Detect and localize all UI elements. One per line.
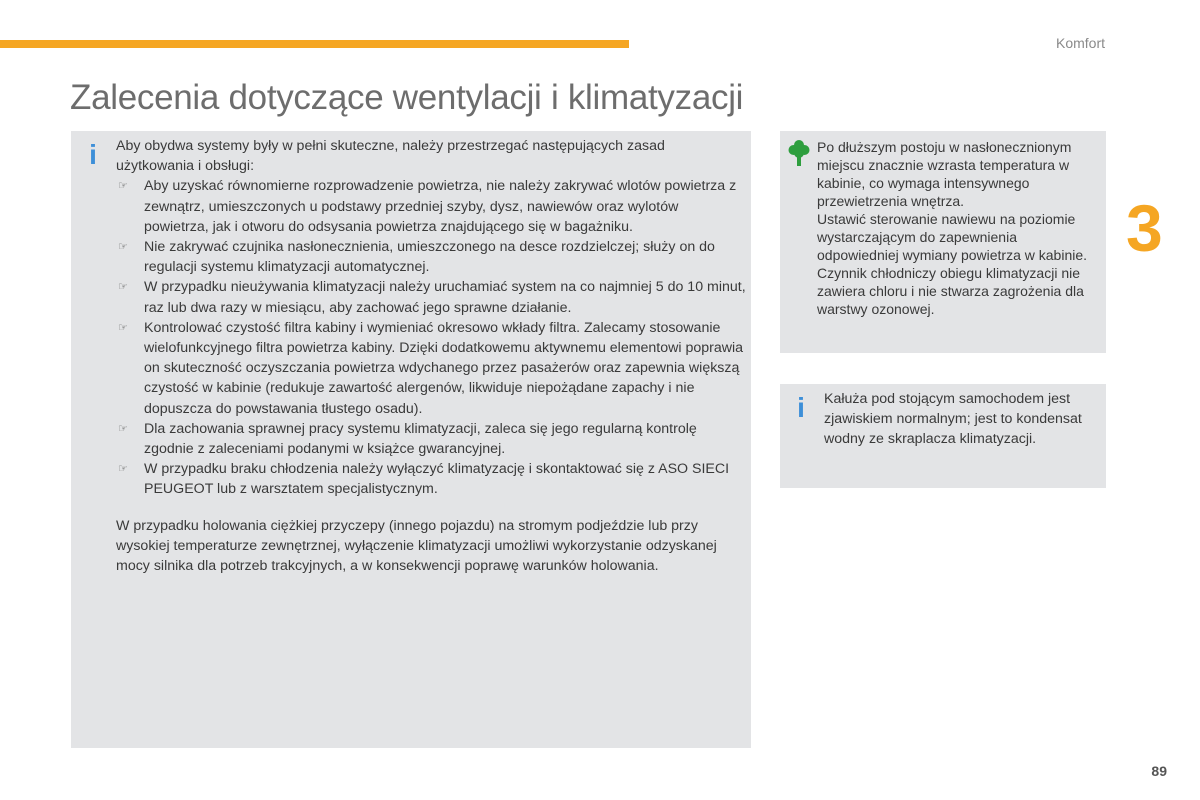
intro-paragraph: Aby obydwa systemy były w pełni skuteczne, należy przestrzegać następujących zasad użytkowania i obsługi: [116, 138, 665, 175]
list-item [116, 176, 746, 237]
pointing-hand-icon: ☞ [118, 321, 128, 334]
page-number: 89 [1151, 763, 1167, 779]
pointing-hand-icon: ☞ [118, 463, 128, 476]
pointing-hand-icon: ☞ [118, 281, 128, 294]
section-label: Komfort [1055, 35, 1105, 51]
list-item [116, 459, 746, 499]
top-accent-bar [0, 40, 629, 48]
condensation-info-box [780, 384, 1106, 488]
eco-note-text [817, 138, 1102, 318]
list-item-text: Nie zakrywać czujnika nasłonecznienia, umieszczonego na desce rozdzielczej; służy on do regulacji systemu klimatyzacji automatycznej. [144, 239, 715, 276]
list-item [116, 277, 746, 317]
list-item-text: Dla zachowania sprawnej pracy systemu klimatyzacji, zaleca się jego regularną kontrolę zgodnie z zaleceniami podanymi w książce gwarancyjnej. [144, 420, 697, 458]
chapter-number: 3 [1126, 191, 1163, 265]
pointing-hand-icon: ☞ [118, 241, 128, 254]
list-item [116, 318, 746, 419]
page-title: Zalecenia dotyczące wentylacji i klimatyzacji [70, 78, 744, 117]
list-item [116, 419, 746, 459]
pointing-hand-icon: ☞ [118, 180, 128, 193]
list-item-text: Kontrolować czystość filtra kabiny i wymieniać okresowo wkłady filtra. Zalecamy stosowanie wielofunkcyjnego filtra powietrza kabiny. Dzięki dodatkowemu aktywnemu elementowi poprawia on skuteczność oczyszczania powietrza wdychanego przez pasażerów oraz zapewnia większą czystość w kabinie (redukuje zawartość alergenów, likwiduje niepożądane zapachy i nie dopuszcza do powstawania tłustego osadu). [144, 319, 744, 417]
tree-icon [788, 139, 810, 167]
info-note-text: Kałuża pod stojącym samochodem jest zjawiskiem normalnym; jest to kondensat wodny ze skraplacza klimatyzacji. [824, 391, 1082, 448]
main-text [116, 136, 746, 576]
pointing-hand-icon: ☞ [118, 422, 128, 435]
list-item-text: W przypadku braku chłodzenia należy wyłączyć klimatyzację i skontaktować się z ASO SIECI PEUGEOT lub z warsztatem specjalistycznym. [144, 461, 730, 498]
recommendation-list [116, 176, 746, 499]
eco-note-paragraph: Po dłuższym postoju w nasłonecznionym miejscu znacznie wzrasta temperatura w kabinie, co wymaga intensywnego przewietrzenia wnętrza. [817, 139, 1072, 209]
list-item-text: Aby uzyskać równomierne rozprowadzenie powietrza, nie należy zakrywać wlotów powietrza z zewnątrz, umieszczonych u podstawy przedniej szyby, dysz, nawiewów oraz wylotów powietrza, jak i otworu do odsysania powietrza znajdującego się w bagażniku. [144, 178, 737, 235]
info-icon: i [797, 392, 805, 423]
list-item [116, 237, 746, 277]
info-icon: i [89, 139, 97, 170]
eco-note-paragraph: Czynnik chłodniczy obiegu klimatyzacji nie zawiera chloru i nie stwarza zagrożenia dla warstwy ozonowej. [817, 265, 1084, 317]
list-item-text: W przypadku nieużywania klimatyzacji należy uruchamiać system na co najmniej 5 do 10 minut, raz lub dwa razy w miesiącu, aby zachować jego sprawne działanie. [144, 279, 746, 316]
eco-note-paragraph: Ustawić sterowanie nawiewu na poziomie wystarczającym do zapewnienia odpowiedniej wymiany powietrza w kabinie. [817, 211, 1088, 263]
main-info-box [71, 131, 751, 748]
eco-note-box [780, 131, 1106, 353]
towing-paragraph: W przypadku holowania ciężkiej przyczepy (innego pojazdu) na stromym podjeździe lub przy wysokiej temperaturze zewnętrznej, wyłączenie klimatyzacji umożliwi wykorzystanie odzyskanej mocy silnika dla potrzeb trakcyjnych, a w konsekwencji poprawę warunków holowania. [116, 517, 717, 575]
